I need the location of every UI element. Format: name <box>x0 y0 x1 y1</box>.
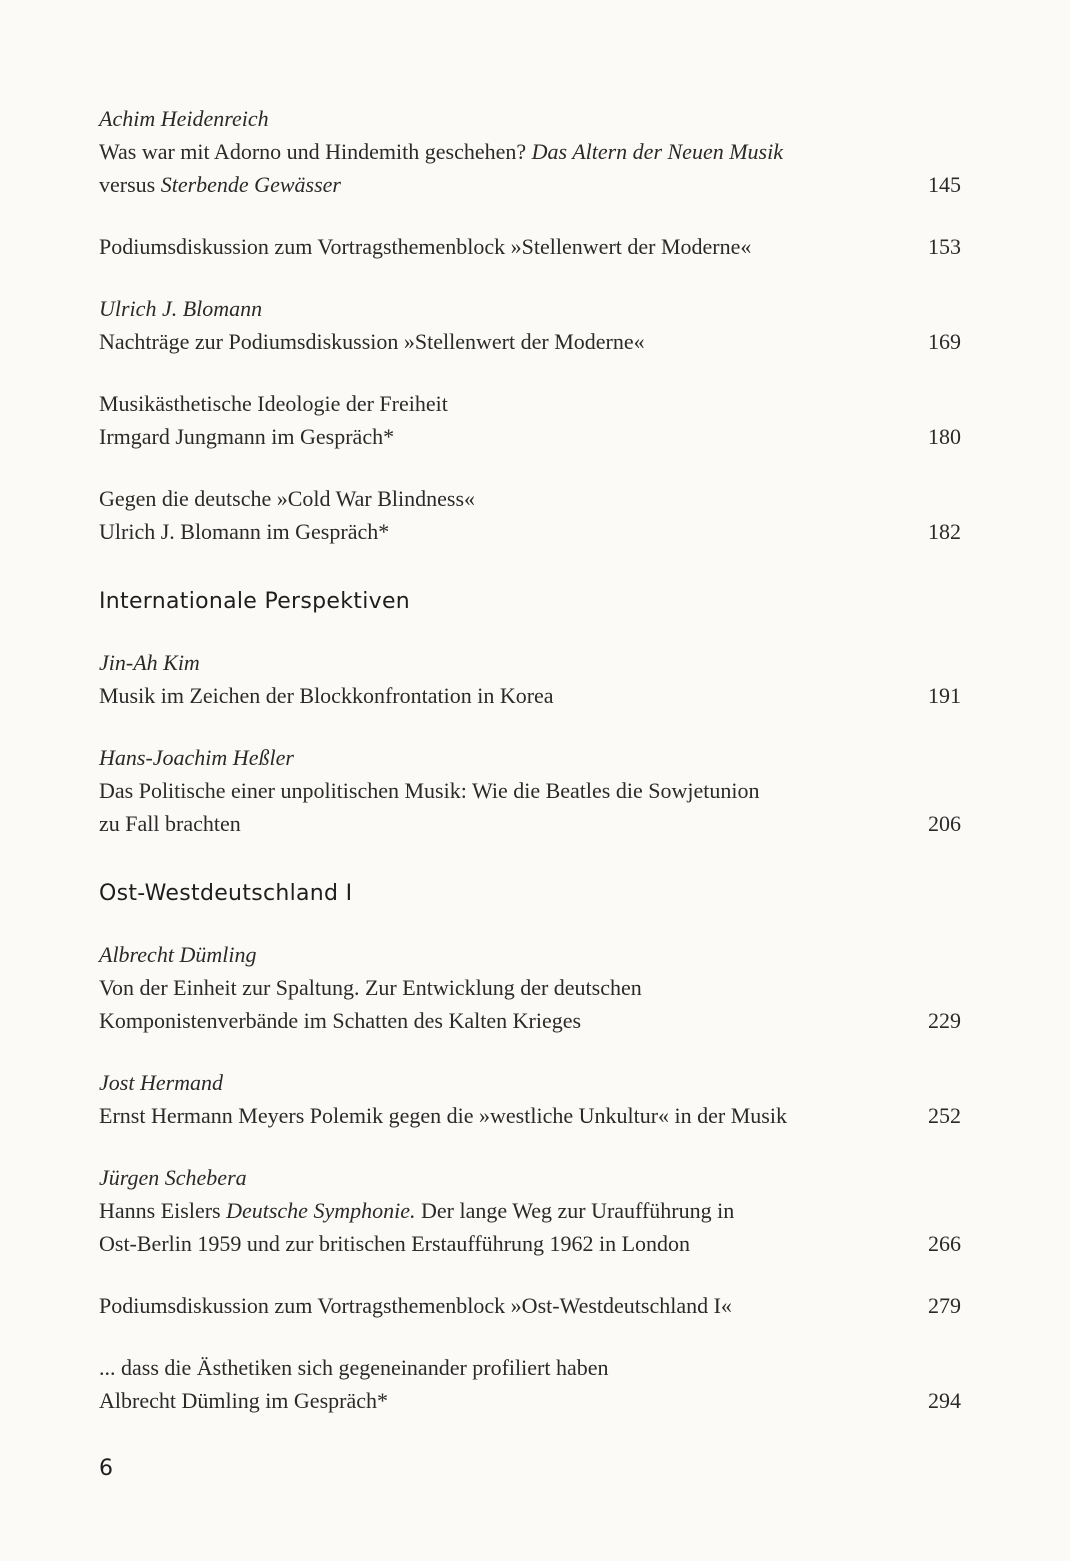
section-heading-ostwest: Ost-Westdeutschland I <box>99 881 353 906</box>
entry-author: Jost Hermand <box>99 1070 224 1095</box>
page-number: 191 <box>928 683 961 708</box>
entry-title-last-line: Albrecht Dümling im Gespräch* 294 <box>99 1384 961 1417</box>
toc-entry-heidenreich <box>99 102 961 201</box>
entry-title-line: Gegen die deutsche »Cold War Blindness« <box>99 486 476 511</box>
entry-title-last-line: Komponistenverbände im Schatten des Kalten Krieges 229 <box>99 1004 961 1037</box>
entry-author: Hans-Joachim Heßler <box>99 745 294 770</box>
entry-title-line: Hanns Eislers Deutsche Symphonie. Der lange Weg zur Uraufführung in <box>99 1198 735 1223</box>
entry-title-last-line: Musik im Zeichen der Blockkonfrontation in Korea 191 <box>99 679 961 712</box>
entry-author: Achim Heidenreich <box>99 106 269 131</box>
entry-title-last-line: zu Fall brachten 206 <box>99 807 961 840</box>
entry-author: Ulrich J. Blomann <box>99 296 263 321</box>
page-number: 252 <box>928 1103 961 1128</box>
entry-title-last-line: Ulrich J. Blomann im Gespräch* 182 <box>99 515 961 548</box>
entry-title-line: Von der Einheit zur Spaltung. Zur Entwicklung der deutschen <box>99 975 642 1000</box>
page-number: 229 <box>928 1008 961 1033</box>
page-number: 266 <box>928 1231 961 1256</box>
page-number: 279 <box>928 1293 961 1318</box>
page-folio: 6 <box>99 1456 113 1481</box>
section-heading-international: Internationale Perspektiven <box>99 589 411 614</box>
page-number: 182 <box>928 519 961 544</box>
toc-entry-hessler <box>99 741 961 840</box>
entry-author: Jürgen Schebera <box>99 1165 247 1190</box>
toc-entry-kim <box>99 646 961 712</box>
toc-entry-hermand <box>99 1066 961 1132</box>
toc-entry-podium-moderne <box>99 230 961 263</box>
entry-title-last-line: Podiumsdiskussion zum Vortragsthemenblock »Stellenwert der Moderne« 153 <box>99 230 961 263</box>
entry-author: Albrecht Dümling <box>99 942 257 967</box>
entry-title-last-line: Ernst Hermann Meyers Polemik gegen die »westliche Unkultur« in der Musik 252 <box>99 1099 961 1132</box>
toc-entry-jungmann <box>99 387 961 453</box>
page-number: 294 <box>928 1388 961 1413</box>
entry-title-line: Das Politische einer unpolitischen Musik: Wie die Beatles die Sowjetunion <box>99 778 760 803</box>
entry-author: Jin-Ah Kim <box>99 650 200 675</box>
toc-entry-schebera <box>99 1161 961 1260</box>
toc-entry-podium-ostwest <box>99 1289 961 1322</box>
toc-entry-blomann <box>99 292 961 358</box>
page-number: 169 <box>928 329 961 354</box>
entry-title-line: Was war mit Adorno und Hindemith geschehen? Das Altern der Neuen Musik <box>99 139 783 164</box>
entry-title-line: Musikästhetische Ideologie der Freiheit <box>99 391 448 416</box>
entry-title-line: ... dass die Ästhetiken sich gegeneinander profiliert haben <box>99 1355 609 1380</box>
entry-title-last-line: Nachträge zur Podiumsdiskussion »Stellenwert der Moderne« 169 <box>99 325 961 358</box>
entry-title-last-line: Podiumsdiskussion zum Vortragsthemenblock »Ost-Westdeutschland I« 279 <box>99 1289 961 1322</box>
page-number: 145 <box>928 172 961 197</box>
toc-entry-duemling <box>99 938 961 1037</box>
entry-title-last-line: Ost-Berlin 1959 und zur britischen Erstaufführung 1962 in London 266 <box>99 1227 961 1260</box>
entry-title-last-line: versus Sterbende Gewässer 145 <box>99 168 961 201</box>
page-number: 206 <box>928 811 961 836</box>
table-of-contents <box>99 102 961 1417</box>
page-number: 180 <box>928 424 961 449</box>
page-number: 153 <box>928 234 961 259</box>
toc-entry-cold-war <box>99 482 961 548</box>
toc-entry-aesthetiken <box>99 1351 961 1417</box>
entry-title-last-line: Irmgard Jungmann im Gespräch* 180 <box>99 420 961 453</box>
